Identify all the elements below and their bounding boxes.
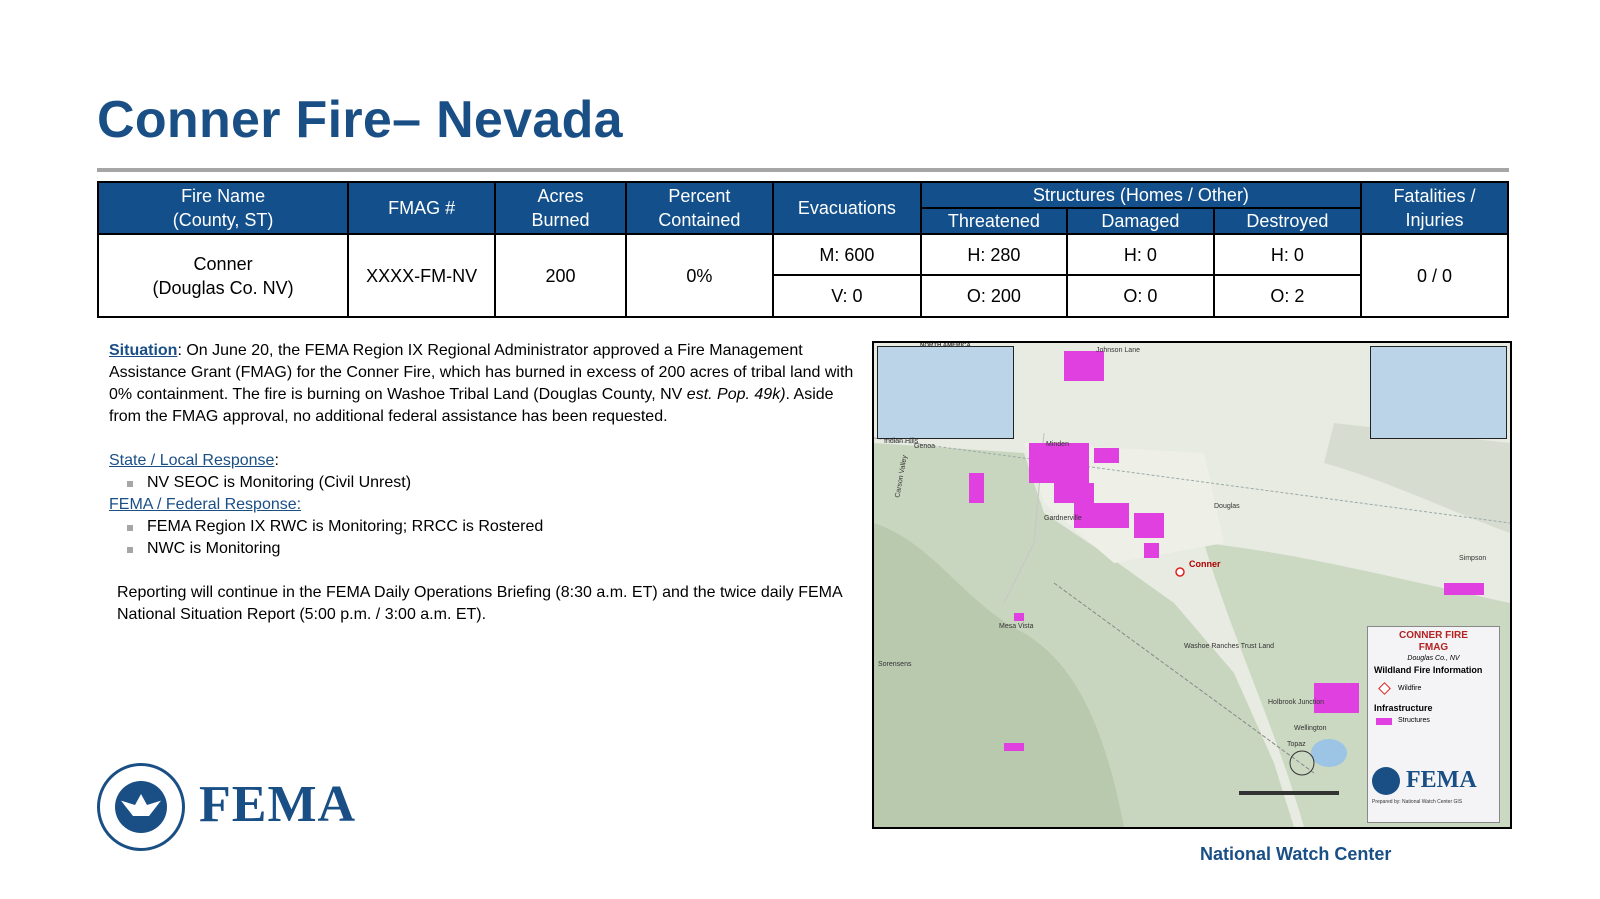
header-damaged: Damaged (1067, 208, 1214, 234)
cell-fatalities: 0 / 0 (1361, 234, 1508, 317)
inset-map-us (877, 346, 1014, 439)
federal-response-link[interactable]: FEMA / Federal Response: (109, 496, 302, 513)
header-fatalities: Fatalities / Injuries (1361, 182, 1508, 234)
cell-acres: 200 (495, 234, 626, 317)
legend-logo: FEMA (1406, 767, 1477, 793)
dhs-seal-icon (97, 763, 185, 851)
place-label: Genoa (914, 443, 936, 450)
legend-title: CONNER FIRE (1399, 630, 1468, 641)
cell-evac-mandatory: M: 600 (773, 234, 921, 275)
wildfire-icon (1378, 682, 1391, 695)
structures-swatch-icon (1376, 718, 1392, 725)
fire-info-table (97, 181, 1509, 318)
map-legend: CONNER FIRE FMAG Douglas Co., NV Wildland Fire Information Wildfire Infrastructure Structures FEMA Prepared by: National Watch Center GIS (1367, 626, 1500, 823)
inset-label: NORTH AMERICA (920, 343, 971, 349)
state-local-list (109, 472, 869, 494)
header-destroyed: Destroyed (1214, 208, 1361, 234)
header-structures: Structures (Homes / Other) (921, 182, 1361, 208)
header-fire-name: Fire Name (County, ST) (98, 182, 348, 234)
legend-prepared: Prepared by: National Watch Center GIS (1372, 799, 1463, 805)
situation-link[interactable]: Situation (109, 342, 178, 359)
inset-map-region (1370, 346, 1507, 439)
state-local-heading: State / Local Response: (109, 452, 279, 469)
place-label: Holbrook Junction (1268, 699, 1325, 706)
place-label: Mesa Vista (999, 623, 1034, 630)
state-local-link[interactable]: State / Local Response (109, 452, 275, 469)
place-label: Minden (1046, 441, 1069, 448)
place-label: Johnson Lane (1096, 347, 1140, 354)
place-label: Simpson (1459, 555, 1487, 562)
situation-paragraph: Situation: On June 20, the FEMA Region IX Regional Administrator approved a Fire Management Assistance Grant (FMAG) for the Conner Fire, which has burned in excess of 200 acres of tribal land with 0% containment. The fire is burning on Washoe Tribal Land (Douglas County, NV est. Pop. 49k). Aside from the FMAG approval, no additional federal assistance has been requested. (109, 342, 854, 425)
reporting-text: Reporting will continue in the FEMA Daily Operations Briefing (8:30 a.m. ET) and the twice daily FEMA National Situation Report (5:00 p.m. / 3:00 a.m. ET). (117, 584, 842, 623)
cell-destroyed-other: O: 2 (1214, 275, 1361, 317)
cell-damaged-homes: H: 0 (1067, 234, 1214, 275)
place-label: Wellington (1294, 725, 1327, 732)
cell-destroyed-homes: H: 0 (1214, 234, 1361, 275)
legend-infra-heading: Infrastructure (1374, 703, 1433, 713)
fire-map[interactable] (872, 341, 1512, 829)
place-label: Sorensens (878, 661, 912, 668)
header-fmag: FMAG # (348, 182, 495, 234)
cell-damaged-other: O: 0 (1067, 275, 1214, 317)
title-divider (97, 168, 1509, 172)
list-item: FEMA Region IX RWC is Monitoring; RRCC is Rostered (117, 516, 869, 538)
cell-evac-voluntary: V: 0 (773, 275, 921, 317)
federal-list (109, 516, 869, 560)
situation-text (109, 340, 869, 626)
footer-text: National Watch Center (1200, 844, 1392, 864)
legend-subtitle: FMAG (1418, 642, 1449, 653)
cell-fire-name: Conner (Douglas Co. NV) (98, 234, 348, 317)
header-acres: Acres Burned (495, 182, 626, 234)
place-label: Gardnerville (1044, 515, 1082, 522)
list-item: NV SEOC is Monitoring (Civil Unrest) (117, 472, 869, 494)
fire-label: Conner (1189, 559, 1221, 569)
header-percent: Percent Contained (626, 182, 773, 234)
place-label: Carson Valley (894, 454, 909, 499)
header-evacuations: Evacuations (773, 182, 921, 234)
fema-logo: FEMA (199, 776, 357, 833)
place-label: Douglas (1214, 503, 1240, 510)
dhs-seal-icon (1372, 767, 1400, 795)
legend-heading: Wildland Fire Information (1374, 665, 1483, 675)
list-item: NWC is Monitoring (117, 538, 869, 560)
place-label: Indian Hills (884, 438, 919, 445)
cell-threatened-homes: H: 280 (921, 234, 1067, 275)
legend-county: Douglas Co., NV (1407, 655, 1460, 662)
header-threatened: Threatened (921, 208, 1067, 234)
cell-fmag: XXXX-FM-NV (348, 234, 495, 317)
place-label: Washoe Ranches Trust Land (1184, 643, 1275, 650)
cell-percent: 0% (626, 234, 773, 317)
cell-threatened-other: O: 200 (921, 275, 1067, 317)
place-label: Topaz (1287, 741, 1306, 748)
page-title: Conner Fire– Nevada (97, 91, 623, 149)
